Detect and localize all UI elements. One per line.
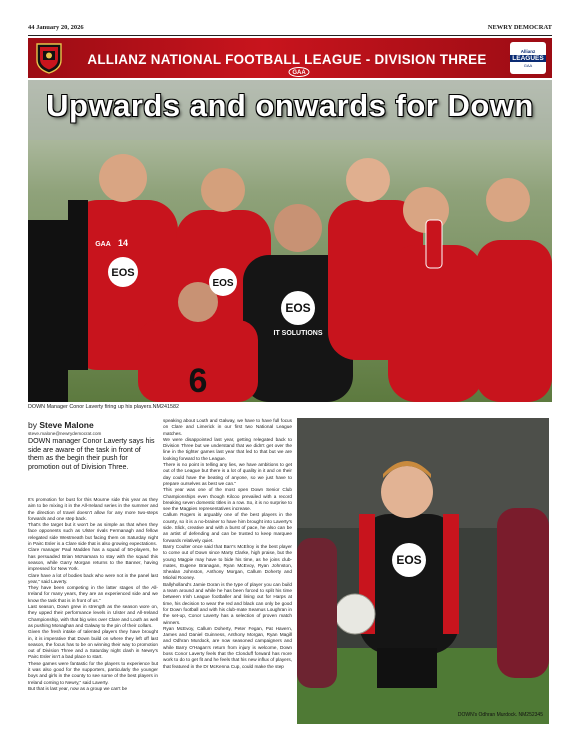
badge-sponsor: Allianz: [520, 48, 536, 54]
byline-prefix: by: [28, 420, 37, 430]
jersey-sponsor-sub: IT SOLUTIONS: [273, 330, 323, 337]
paragraph: Ballyholland's Jamie Doran is the type of player you can build a team around and while he has been forced to split his time between Irish League footballer and lining out for Harps at time, his decision to wear the red and black can only be good for Down football and with his club-mate Seamus Loughran in the set-up, Conor Laverty has a selection of proven match winners.: [163, 581, 292, 625]
down-crest-icon: [34, 42, 64, 74]
player-action-image: [297, 418, 549, 724]
paragraph: These games were fantastic for the players to experience but it was also good for the supporters, particularly the younger boys and girls in the county to see some of the best players in Ireland coming to Newry," said Laverty.: [28, 660, 158, 685]
badge-leagues: LEAGUES: [512, 54, 544, 62]
byline-author: [28, 420, 158, 430]
svg-text:GAA: GAA: [292, 70, 306, 77]
paragraph: That's the target but it won't be as simple as that when they face opponents such as Ulster rivals Fermanagh and fellow relegated side Westmeath but facing them on Saturday night in Pairc Esler is a Clare side that is also growing expectations.: [28, 522, 158, 547]
jersey-sponsor-1: EOS: [111, 267, 135, 279]
paragraph: Last season, Down grew in strength as the season wore on, they upped their performance levels in Ulster and All-Ireland Championship, with that big wins over Clare and Louth as well as pushing Monaghan and Galway to the pin of their collars.: [28, 604, 158, 628]
team-huddle-image: [28, 80, 552, 402]
paragraph: This year was one of the most open Down Senior Club Championships even though Kilcoo prevailed with a record breaking seven domestic titles in a row. So, it is no surprise to see the Magpies representatives increase.: [163, 487, 292, 512]
jersey-gaa-1: GAA: [95, 241, 111, 248]
lead-paragraph: DOWN manager Conor Laverty says his side are aware of the task in front of them as the begin their push for promotion out of Division Three.: [28, 437, 155, 471]
byline-email: steve.malone@newrydemocrat.com: [28, 431, 102, 436]
main-photo: [28, 80, 552, 402]
paragraph: Clare have a lot of bodies back who were not in the panel last year," said Laverty.: [28, 572, 158, 584]
allianz-leagues-badge: [510, 42, 546, 74]
second-jersey-sponsor: EOS: [396, 553, 422, 567]
paragraph: speaking about Louth and Galway, we have to have full focus on Clare and Limerick in our first two National League matches.: [163, 418, 292, 436]
folio-date: 44 January 20, 2026: [28, 24, 84, 31]
paragraph: Given the fresh intake of talented players they have brought in, it is imperative that Down build on where they left off last season, the focus has to be on winning their way to promotion out of Division Three and a Saturday night clash in Newry's Pairc Esler isn't a bad place to start.: [28, 629, 158, 660]
page-folio: [28, 24, 552, 36]
paragraph: It's promotion for bust for this Mourne side this year as they aim to be mixing it in the All-Ireland series in the summer and the direction of travel doesn't allow for any more two-steps forwards and one step back.: [28, 497, 158, 521]
jersey-sponsor-3: EOS: [285, 301, 311, 315]
paragraph: Ryan McEvoy, Callum Doherty, Peter Fegan, Pat Havern, James and Daniel Guinness, Anthony Morgan, Ryan Magill and Odhran Murdock, are now seasoned campaigners and while Barry O'Hagan's return from injury is welcome, Down boss Conor Laverty feels that the Clonduff forward has more work to do to get fit and he feels that his new influx of players, that featured in the Dr McKenna Cup, could make the step: [163, 625, 292, 669]
paragraph: But that is last year, now as a group we can't be: [28, 685, 128, 691]
article-column-1: [28, 497, 158, 717]
jersey-number-6: 6: [188, 362, 208, 400]
badge-gaa: GAA: [523, 62, 533, 68]
folio-paper-name: NEWRY DEMOCRAT: [487, 24, 552, 31]
second-photo: [297, 418, 549, 724]
byline-name: Steve Malone: [39, 420, 94, 430]
paragraph: We were disappointed last year, getting relegated back to Division Three but we understand that we didn't get over the line in the tighter games last year that led to that but we are looking forward to the League.: [163, 436, 292, 461]
paragraph: Clare manager Paul Madden has a squad of 50-players, he has persuaded Brian McNamara to stay with the squad this season, while Garry Morgan returns to the Banner, having impressed for New York.: [28, 547, 158, 572]
byline: [28, 420, 158, 436]
main-photo-caption: DOWN Manager Conor Laverty firing up his players.NM241582: [28, 404, 180, 410]
headline: Upwards and onwards for Down: [46, 88, 534, 123]
second-photo-caption: DOWN's Odhran Murdock. NM252345: [457, 712, 543, 718]
article-column-2: [163, 418, 292, 718]
banner-title: ALLIANZ NATIONAL FOOTBALL LEAGUE - DIVISION THREE: [87, 51, 487, 67]
paragraph: Barry Coulter once said that Barr's McElroy is the best player to come out of Down since Marty Clarke, high praise, but the young Magpie may have to bide his time, as he joins club-mates, Eugene Branagan, Ryan McEvoy, Ryan Johnston, Shealan Johnston, Anthony Morgan, Callum Doherty and Micéal Rooney.: [163, 543, 292, 581]
paragraph: Callum Rogers is arguably one of the best players in the county, so it is a no-brainer to have him brought into Laverty's side. Slick, creative and with a burst of pace, he also can be an artist of defending and can be trusted to keep marquee forwards relatively quiet.: [163, 512, 292, 543]
league-banner: [28, 38, 552, 78]
gaa-logo-icon: [288, 67, 310, 77]
paragraph: They have been competing in the latter stages of the All-Ireland for many years, they are an experienced side and we know the task that is in front of us.": [28, 585, 158, 603]
jersey-number-14: 14: [117, 238, 129, 248]
jersey-sponsor-2: EOS: [212, 278, 234, 289]
paragraph: There is no point in telling any lies, we have ambitions to get out of the League but there is a lot of quality in it and on their day could have the beating of anyone, so we just have to prepare ourselves as best we can.": [163, 462, 292, 486]
